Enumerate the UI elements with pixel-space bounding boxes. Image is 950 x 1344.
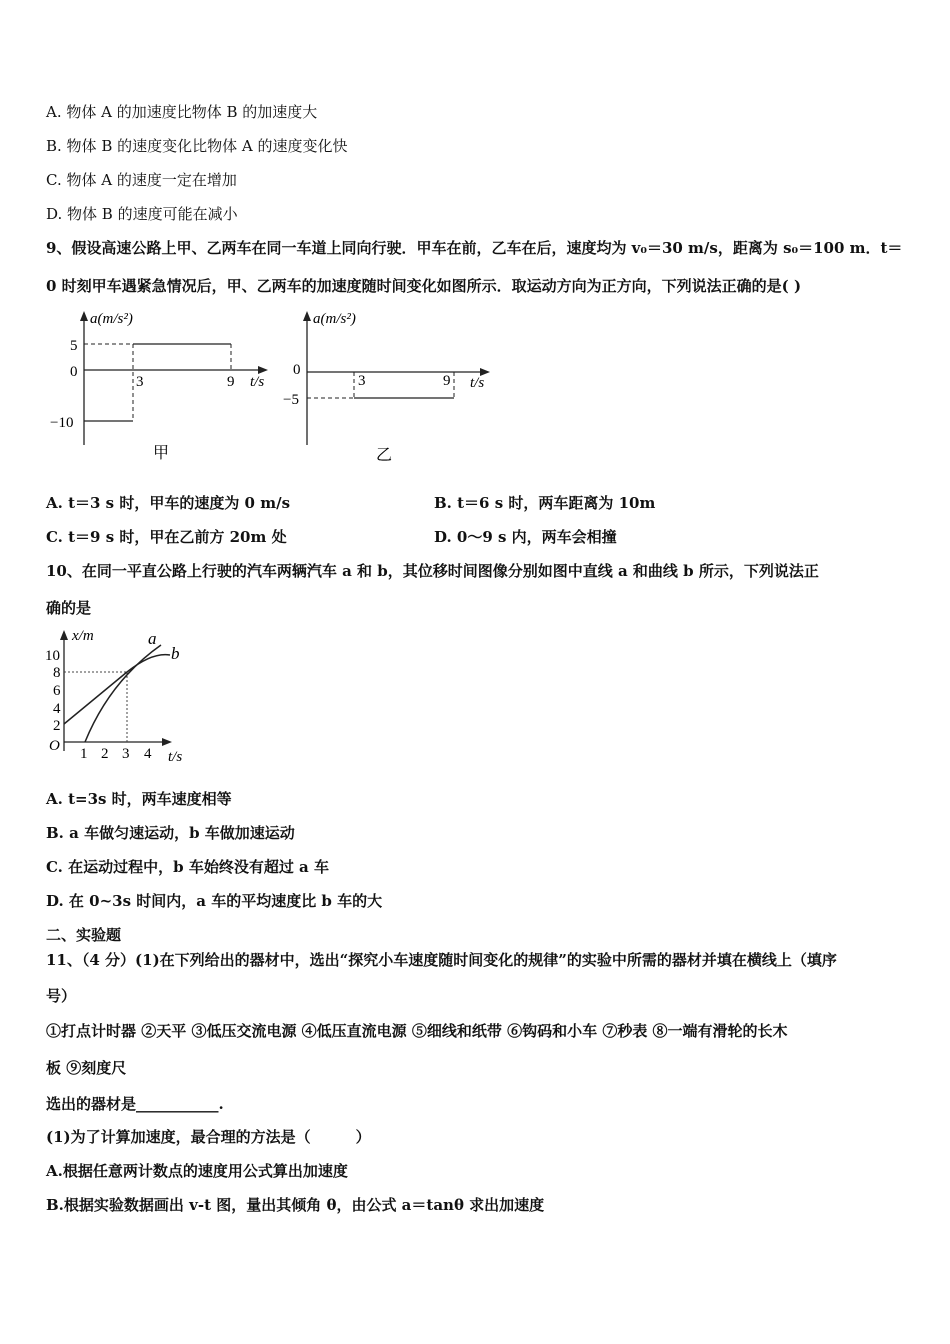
q10-curve-b [64, 655, 170, 724]
q11-sub1-option-a: A.根据任意两计数点的速度用公式算出加速度 [46, 1162, 348, 1180]
q9-option-d: D. 0～9 s 内，两车会相撞 [434, 528, 617, 546]
yi-xlabel: t/s [470, 375, 485, 391]
q10-label-b: b [171, 644, 180, 663]
q10-tick-x3: 3 [122, 746, 130, 762]
yi-ylabel: a(m/s²) [313, 311, 356, 327]
q10-tick-x4: 4 [144, 746, 152, 762]
q9-option-a: A. t＝3 s 时，甲车的速度为 0 m/s [46, 494, 291, 512]
q10-origin: O [49, 738, 60, 754]
q10-option-b: B. a 车做匀速运动，b 车做加速运动 [46, 824, 295, 842]
yi-tick-0: 0 [293, 362, 301, 378]
q11-stem-line2: 号） [46, 987, 77, 1005]
q10-label-a: a [148, 629, 157, 648]
q10-tick-y8: 8 [53, 665, 61, 681]
q10-line-a [85, 645, 161, 742]
yi-y-arrow [303, 311, 311, 321]
q11-sub1-stem: (1)为了计算加速度，最合理的方法是（ ） [46, 1128, 371, 1146]
jia-tick-neg10: −10 [50, 415, 74, 431]
jia-tick-9: 9 [227, 374, 235, 390]
jia-y-arrow [80, 311, 88, 321]
q11-stem-line1: 11、（4 分）(1)在下列给出的器材中，选出“探究小车速度随时间变化的规律”的实验中所需的器材并填在横线上（填序 [46, 951, 837, 969]
q10-graph [40, 626, 200, 768]
q9-option-c: C. t＝9 s 时，甲在乙前方 20m 处 [46, 528, 287, 546]
q9-stem-line1: 9、假设高速公路上甲、乙两车在同一车道上同向行驶．甲车在前，乙车在后，速度均为 v₀＝30 m/s，距离为 s₀＝100 m．t＝ [46, 239, 903, 257]
yi-tick-neg5: −5 [283, 392, 299, 408]
yi-caption: 乙 [376, 447, 393, 464]
q10-x-arrow [162, 738, 172, 746]
q10-tick-y4: 4 [53, 701, 61, 717]
q10-option-d: D. 在 0~3s 时间内，a 车的平均速度比 b 车的大 [46, 892, 383, 910]
q10-y-arrow [60, 630, 68, 640]
q10-tick-y6: 6 [53, 683, 61, 699]
q10-ylabel: x/m [72, 628, 94, 644]
q11-sub1-option-b: B.根据实验数据画出 v-t 图，量出其倾角 θ，由公式 a＝tanθ 求出加速度 [46, 1196, 545, 1214]
yi-tick-3: 3 [358, 373, 366, 389]
q11-items-line2: 板 ⑨刻度尺 [46, 1059, 127, 1077]
jia-ylabel: a(m/s²) [90, 311, 133, 327]
q10-tick-x2: 2 [101, 746, 109, 762]
q10-tick-x1: 1 [80, 746, 88, 762]
q9-stem-line2: 0 时刻甲车遇紧急情况后，甲、乙两车的加速度随时间变化如图所示．取运动方向为正方向，下列说法正确的是( ) [46, 277, 802, 295]
q10-stem-line1: 10、在同一平直公路上行驶的汽车两辆汽车 a 和 b，其位移时间图像分别如图中直线 a 和曲线 b 所示，下列说法正 [46, 562, 819, 580]
q10-option-c: C. 在运动过程中，b 车始终没有超过 a 车 [46, 858, 329, 876]
q9-graph-yi [280, 305, 510, 470]
q10-tick-y10: 10 [45, 648, 60, 664]
q9-option-b: B. t＝6 s 时，两车距离为 10m [434, 494, 656, 512]
jia-tick-0: 0 [70, 364, 78, 380]
q11-items-line1: ①打点计时器 ②天平 ③低压交流电源 ④低压直流电源 ⑤细线和纸带 ⑥钩码和小车 ⑦秒表 ⑧一端有滑轮的长木 [46, 1022, 788, 1040]
q10-xlabel: t/s [168, 749, 183, 765]
jia-tick-3: 3 [136, 374, 144, 390]
jia-xlabel: t/s [250, 374, 265, 390]
q11-select-blank: 选出的器材是___________. [46, 1095, 224, 1113]
q10-tick-y2: 2 [53, 718, 61, 734]
jia-x-arrow [258, 366, 268, 374]
q8-option-d: D. 物体 B 的速度可能在减小 [46, 205, 238, 223]
q10-stem-line2: 确的是 [46, 599, 92, 617]
section-2-heading: 二、实验题 [46, 926, 122, 944]
q8-option-b: B. 物体 B 的速度变化比物体 A 的速度变化快 [46, 137, 348, 155]
yi-tick-9: 9 [443, 373, 451, 389]
q8-option-c: C. 物体 A 的速度一定在增加 [46, 171, 237, 189]
q10-option-a: A. t=3s 时，两车速度相等 [46, 790, 232, 808]
jia-tick-5: 5 [70, 338, 78, 354]
q8-option-a: A. 物体 A 的加速度比物体 B 的加速度大 [46, 103, 318, 121]
jia-caption: 甲 [153, 445, 170, 462]
q9-graph-jia [48, 305, 288, 470]
